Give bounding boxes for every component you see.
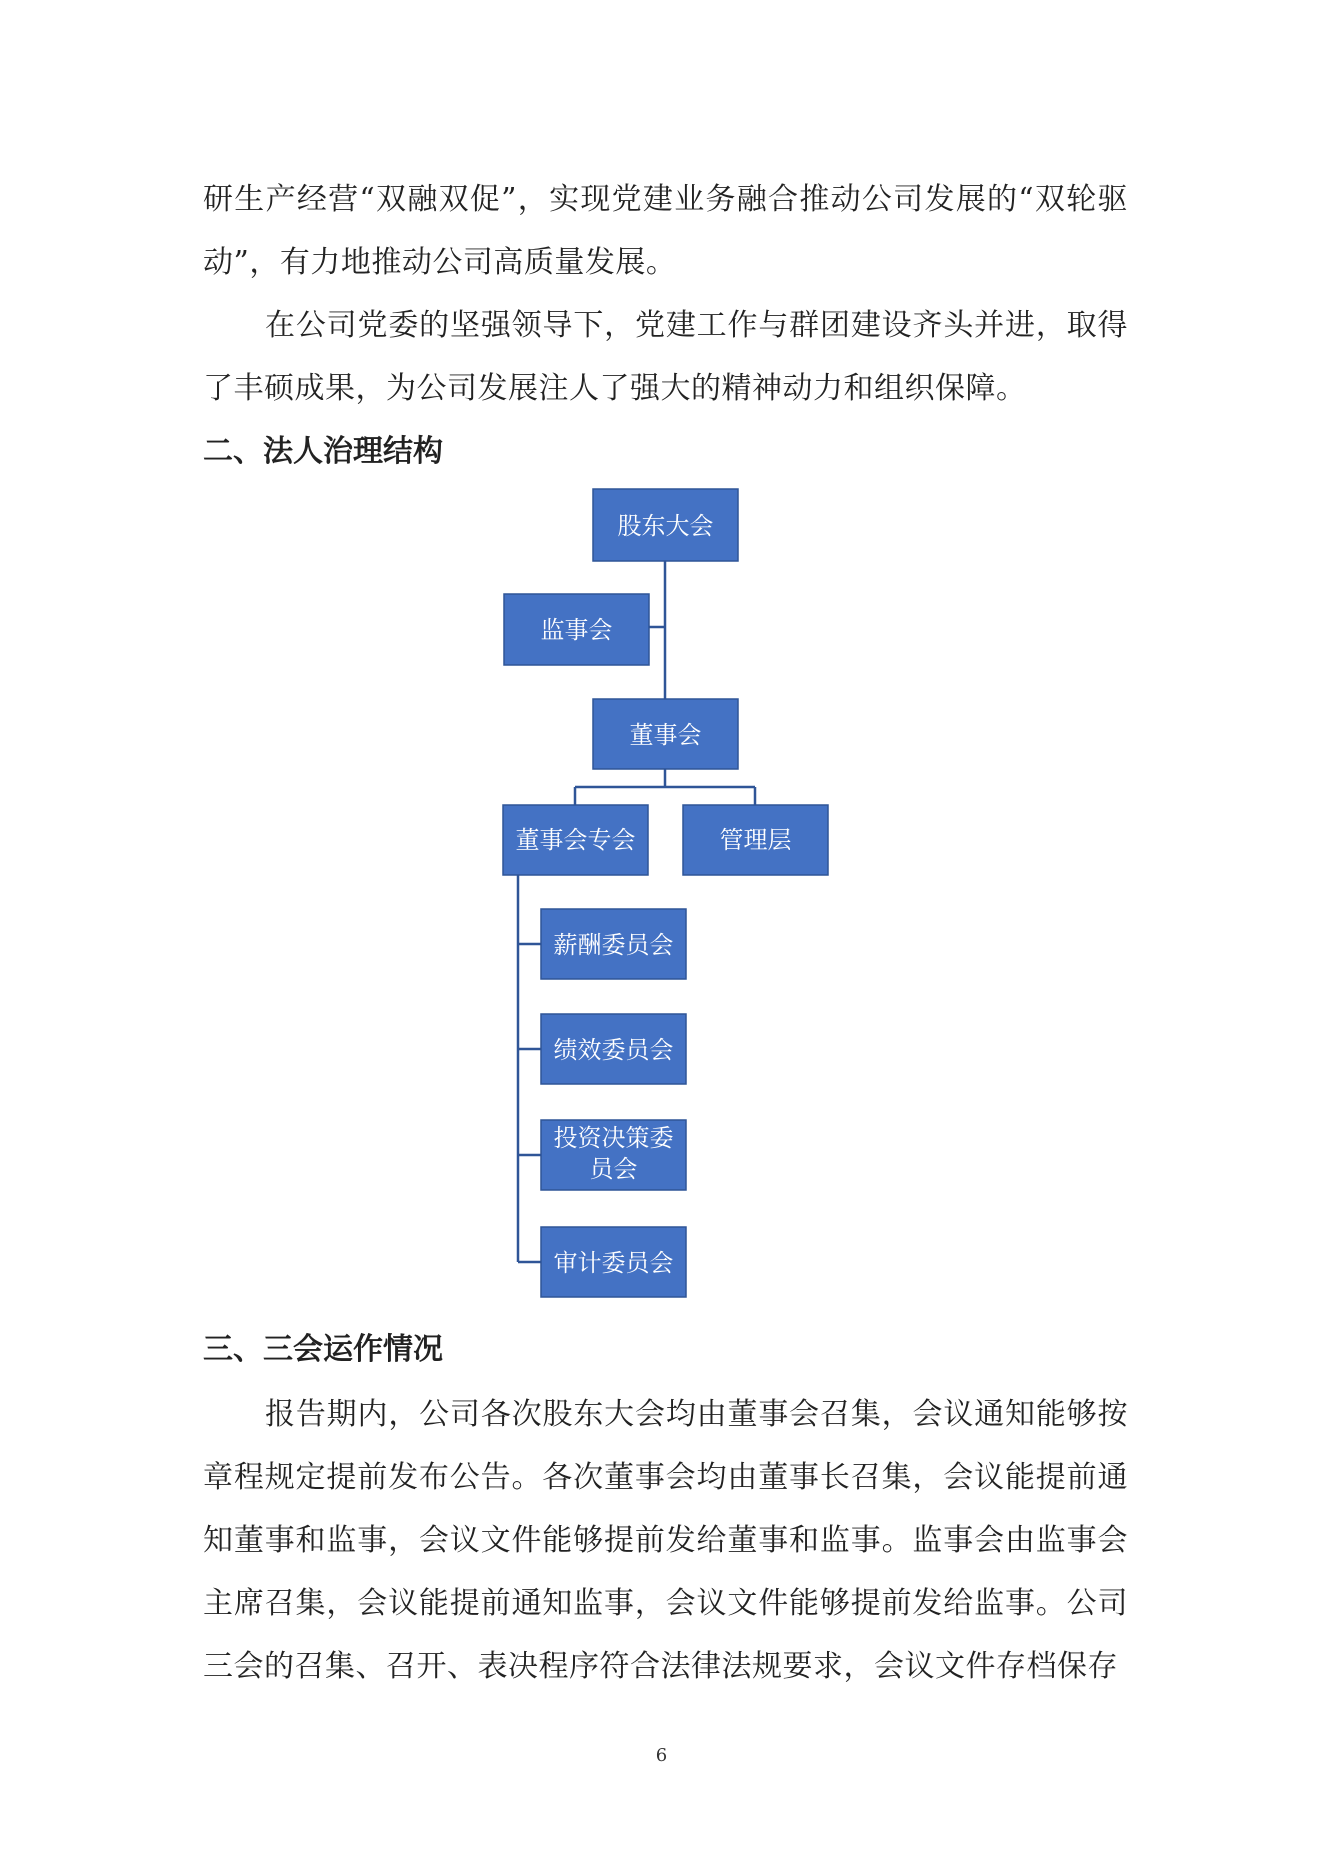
box-committee-4-label: 审计委员会 xyxy=(553,1249,674,1277)
box-management-label: 管理层 xyxy=(719,826,792,854)
box-board-committees-label: 董事会专会 xyxy=(515,826,636,854)
paragraph-continuation: 研生产经营“双融双促”，实现党建业务融合推动公司发展的“双轮驱动”，有力地推动公司高质量发展。 xyxy=(203,182,1128,280)
box-committee-4 xyxy=(541,1227,686,1297)
box-committee-3-label-line2: 员会 xyxy=(589,1155,638,1183)
box-committee-2 xyxy=(541,1014,686,1084)
box-committee-3 xyxy=(541,1120,686,1190)
box-board xyxy=(593,699,738,769)
paragraph-party-building: 在公司党委的坚强领导下，党建工作与群团建设齐头并进，取得了丰硕成果，为公司发展注人了强大的精神动力和组织保障。 xyxy=(203,308,1128,406)
box-board-label: 董事会 xyxy=(629,721,702,749)
box-board-committees xyxy=(503,805,648,875)
section-heading-governance: 二、法人治理结构 xyxy=(203,434,443,469)
box-committee-1 xyxy=(541,909,686,979)
box-management xyxy=(683,805,828,875)
page-number: 6 xyxy=(655,1745,668,1766)
box-committee-1-label: 薪酬委员会 xyxy=(553,931,674,959)
box-committee-3-label-line1: 投资决策委 xyxy=(553,1124,674,1152)
box-shareholders xyxy=(593,489,738,561)
box-supervisors xyxy=(504,594,649,665)
paragraph-three-meetings: 报告期内，公司各次股东大会均由董事会召集，会议通知能够按章程规定提前发布公告。各次董事会均由董事长召集，会议能提前通知董事和监事，会议文件能够提前发给董事和监事。监事会由监事会主席召集，会议能提前通知监事，会议文件能够提前发给监事。公司三会的召集、召开、表决程序符合法律法规要求，会议文件存档保存 xyxy=(203,1397,1128,1684)
box-committee-2-label: 绩效委员会 xyxy=(553,1036,674,1064)
section-heading-three-meetings: 三、三会运作情况 xyxy=(203,1332,443,1367)
box-shareholders-label: 股东大会 xyxy=(617,512,714,540)
box-supervisors-label: 监事会 xyxy=(540,616,613,644)
